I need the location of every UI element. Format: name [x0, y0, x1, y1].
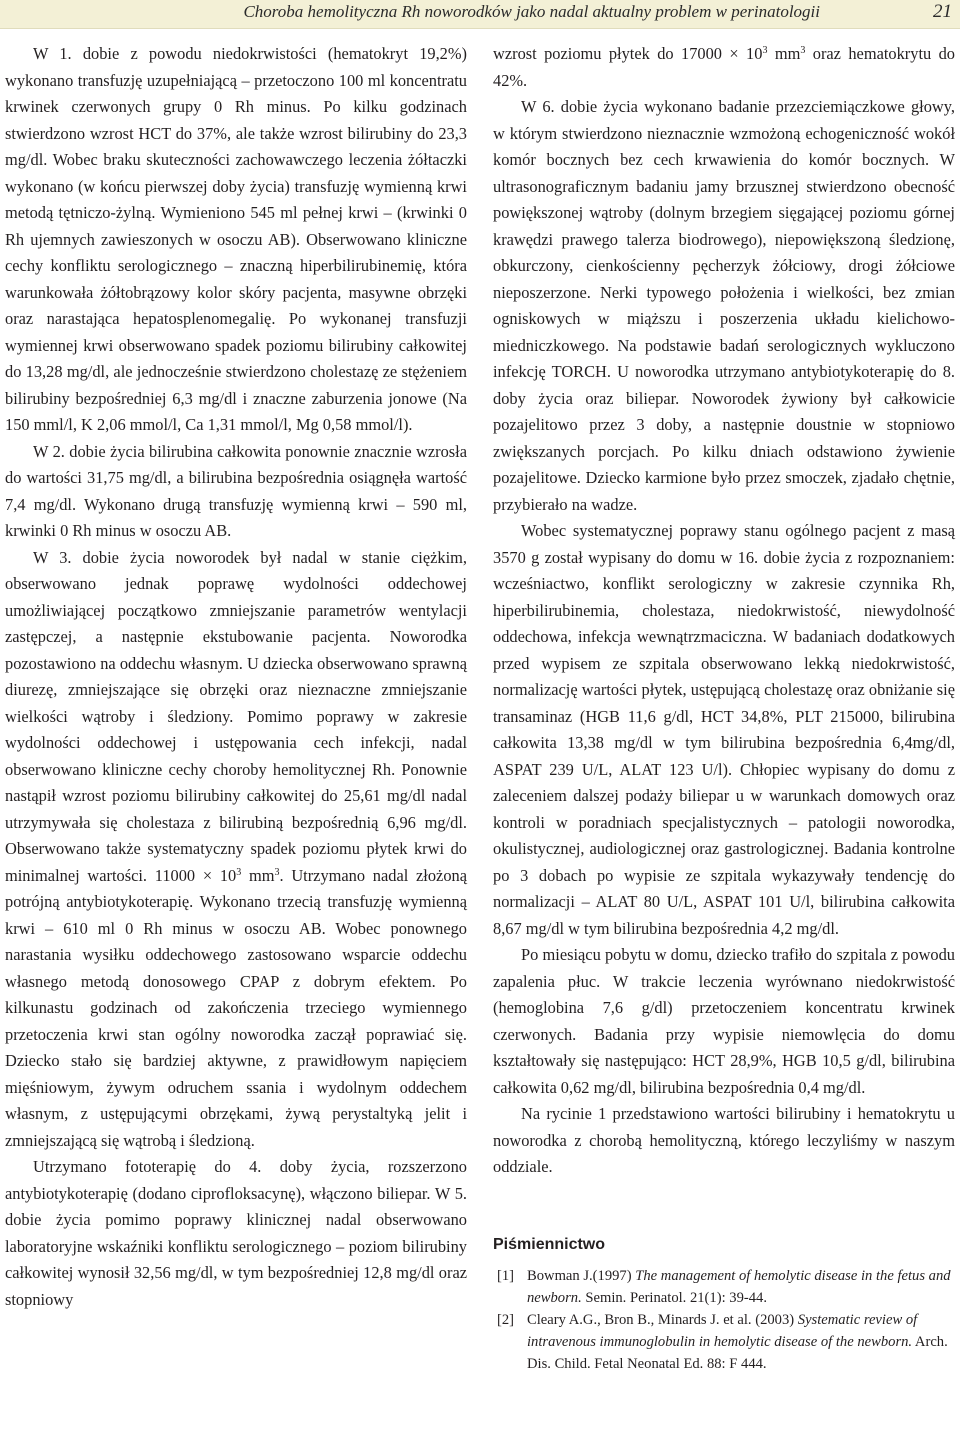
unit-text: mm — [767, 44, 801, 63]
paragraph-discharge: Wobec systematycznej poprawy stanu ogólnego pacjent z masą 3570 g został wypisany do domu w 16. dobie życia z rozpoznaniem: wcześniactwo, konflikt serologiczny w zakresie czynnika Rh, hiperbilirubinemia, cholestaza, niedokrwistość, niewydolność oddechowa, infekcja wewnątrzmaciczna. W badaniach dodatkowych przed wypisem ze szpitala obserwowano lekką niedokrwistość, normalizację wartości płytek, ustępującą cholestazę oraz obniżanie się transaminaz (HGB 11,6 g/dl, HCT 34,8%, PLT 215000, bilirubina całkowita 13,38 mg/dl w tym bilirubina bezpośrednia 6,4mg/dl, ASPAT 239 U/L, ALAT 123 U/l). Chłopiec wypisany do domu z zaleceniem dalszej podaży biliepar u w warunkach domowych oraz kontroli w poradniach specjalistycznych – patologii noworodka, okulistycznej, audiologicznej oraz gastrologicznej. Badania kontrolne po 3 dobach po wypisie ze szpitala wykazywały tendencję do normalizacji – ALAT 80 U/L, ASPAT 101 U/l, bilirubina całkowita 8,67 mg/dl w tym bilirubina bezpośrednia 4,2 mg/dl. — [493, 521, 955, 938]
reference-source: Arch. Dis. Child. Fetal Neonatal Ed. 88: F 444. — [527, 1333, 948, 1372]
paragraph-day-2: W 2. dobie życia bilirubina całkowita ponownie znacznie wzrosła do wartości 31,75 mg/dl, a bilirubina bezpośrednia osiągnęła wartość 7,4 mg/dl. Wykonano drugą transfuzję wymienną krwi – 590 ml, krwinki 0 Rh minus w osoczu AB. — [5, 441, 467, 540]
reference-number: [1] — [497, 1267, 515, 1284]
reference-title: Systematic review of intravenous immunoglobulin in hemolytic disease of the newborn. — [527, 1311, 918, 1350]
running-title: Choroba hemolityczna Rh noworodków jako nadal aktualny problem w perinatologii — [243, 2, 820, 21]
paragraph-day-3-text-a: W 3. dobie życia noworodek był nadal w stanie ciężkim, obserwowano jednak poprawę wydolności oddechowej umożliwiającej początkowo zmniejszanie parametrów wentylacji zastępczej, a następnie ekstubowanie pacjenta. Noworodka pozostawiono na oddechu własnym. U dziecka obserwowano sprawną diurezę, zmniejszające się obrzęki oraz nieznaczne zmniejszanie wielkości wątroby i śledziony. Pomimo poprawy w zakresie wydolności oddechowej i ustępowania cech infekcji, nadal obserwowano kliniczne cechy choroby hemolitycznej Rh. Ponownie nastąpił wzrost poziomu bilirubiny całkowitej do 25,61 mg/dl nadal utrzymywała się cholestaza z bilirubiną bezpośrednią 6,96 mg/dl. Obserwowano także systematyczny spadek poziomu płytek krwi do minimalnej wartości. 11000 × 10 — [5, 547, 467, 885]
unit-text: mm — [241, 865, 275, 885]
paragraph-day-3 — [5, 545, 467, 1155]
reference-authors: Cleary A.G., Bron B., Minards J. et al. (2003) — [527, 1311, 798, 1328]
left-column — [5, 41, 467, 1313]
reference-item — [493, 1309, 955, 1375]
running-header — [0, 0, 960, 29]
superscript: 3 — [236, 866, 242, 878]
reference-source: Semin. Perinatol. 21(1): 39-44. — [581, 1289, 767, 1306]
paragraph-day-1: W 1. dobie z powodu niedokrwistości (hematokryt 19,2%) wykonano transfuzję uzupełniającą – przetoczono 100 ml koncentratu krwinek czerwonych grupy 0 Rh minus. Po kilku godzinach stwierdzono wzrost HCT do 37%, ale także wzrost bilirubiny do 23,3 mg/dl. Wobec braku skuteczności zachowawczego leczenia żółtaczki wykonano (w końcu pierwszej doby życia) transfuzję wymienną krwi metodą tętniczo-żylną. Wymieniono 545 ml pełnej krwi – (krwinki 0 Rh ujemnych zawieszonych w osoczu AB). Obserwowano kliniczne cechy konfliktu serologicznego – znaczną hiperbilirubinemię, która warunkowała żółtobrązowy kolor skóry pacjenta, masywne obrzęki oraz narastająca hepatosplenomegalię. Po wykonanej transfuzji wymiennej krwi obserwowano spadek poziomu bilirubiny całkowitej do 13,28 mg/dl, ale jednocześnie stwierdzono cholestazę ze stężeniem bilirubiny bezpośredniej 6,3 mg/dl i znaczne zaburzenia jonowe (Na 150 mml/l, K 2,06 mmol/l, Ca 1,31 mmol/l, Mg 0,58 mmol/l). — [5, 44, 467, 434]
right-column — [493, 41, 955, 1375]
paragraph-readmission: Po miesiącu pobytu w domu, dziecko trafiło do szpitala z powodu zapalenia płuc. W trakcie leczenia wyrównano niedokrwistość (hemoglobina 7,6 g/dl) przetoczeniem koncentratu krwinek czerwonych. Badania przy wypisie niemowlęcia do domu kształtowały się następująco: HCT 28,9%, HGB 10,5 g/dl, bilirubina całkowita 0,62 mg/dl, bilirubina bezpośrednia 0,4 mg/dl. — [493, 945, 955, 1097]
paragraph-day-6: W 6. dobie życia wykonano badanie przezciemiączkowe głowy, w którym stwierdzono nieznacznie wzmożoną echogeniczność wokół komór bocznych bez cech krwawienia do komór bocznych. W ultrasonograficznym badaniu jamy brzusznej stwierdzono obecność powiększonej wątroby (dolnym brzegiem sięgającej poziomu górnej krawędzi prawego talerza biodrowego), niepowiększoną śledzionę, obkurczony, cienkościenny pęcherzyk żółciowy, drogi żółciowe nieposzerzone. Nerki typowego położenia i wielkości, bez zmian ogniskowych w miąższu i poszerzenia układu kielichowo-miedniczkowego. Na podstawie badań serologicznych wykluczono infekcję TORCH. U noworodka utrzymano antybiotykoterapię do 8. doby życia oraz biliepar. Noworodek żywiony był całkowicie pozajelitowo przez 3 doby, a następnie doustnie w stopniowo zwiększanych porcjach. Po kilku dniach odstawiono żywienie pozajelitowe. Dziecko karmione było przez smoczek, zjadało chętnie, przybierało na wadze. — [493, 97, 955, 514]
paragraph-continuation-text-a: wzrost poziomu płytek do 17000 × 10 — [493, 44, 763, 63]
references-list — [493, 1265, 955, 1375]
reference-authors: Bowman J.(1997) — [527, 1267, 636, 1284]
reference-number: [2] — [497, 1311, 515, 1328]
paragraph-day-3-text-b: . Utrzymano nadal złożoną potrójną antybiotykoterapię. Wykonano trzecią transfuzję wymienną krwi – 610 ml 0 Rh minus w osoczu AB. Wobec ponownego narastania wysiłku oddechowego zastosowano wsparcie oddechu własnego metodą donosowego CPAP z dobrym efektem. Po kilkunastu godzinach od zakończenia trzeciego wymiennego przetoczenia krwi stan ogólny noworodka zaczął poprawiać się. Dziecko stało się bardziej aktywne, z prawidłowym napięciem mięśniowym, żywym odruchem ssania i wydolnym oddechem własnym, z ustępującymi obrzękami, żywą perystaltyką jelit i zmniejszającą się wątrobą i śledzioną. — [5, 865, 467, 1150]
paragraph-figure-reference: Na rycinie 1 przedstawiono wartości bilirubiny i hematokrytu u noworodka z chorobą hemolityczną, którego leczyliśmy w naszym oddziale. — [493, 1104, 955, 1176]
superscript: 3 — [800, 45, 806, 56]
page-number: 21 — [933, 1, 952, 22]
paragraph-continuation — [493, 41, 955, 94]
superscript: 3 — [762, 45, 768, 56]
references-heading: Piśmiennictwo — [493, 1235, 606, 1253]
paragraph-continuation-text-b: oraz hematokrytu do 42%. — [493, 44, 955, 90]
reference-item — [493, 1265, 955, 1309]
paragraph-day-4-5: Utrzymano fototerapię do 4. doby życia, rozszerzono antybiotykoterapię (dodano ciprofloksacynę), włączono biliepar. W 5. dobie życia pomimo poprawy klinicznej nadal obserwowano laboratoryjne wskaźniki konfliktu serologicznego – poziom bilirubiny całkowitej wynosił 32,56 mg/dl, w tym bezpośredniej 12,8 mg/dl oraz stopniowy — [5, 1157, 467, 1309]
reference-title: The management of hemolytic disease in the fetus and newborn. — [527, 1267, 951, 1306]
superscript: 3 — [274, 866, 280, 878]
